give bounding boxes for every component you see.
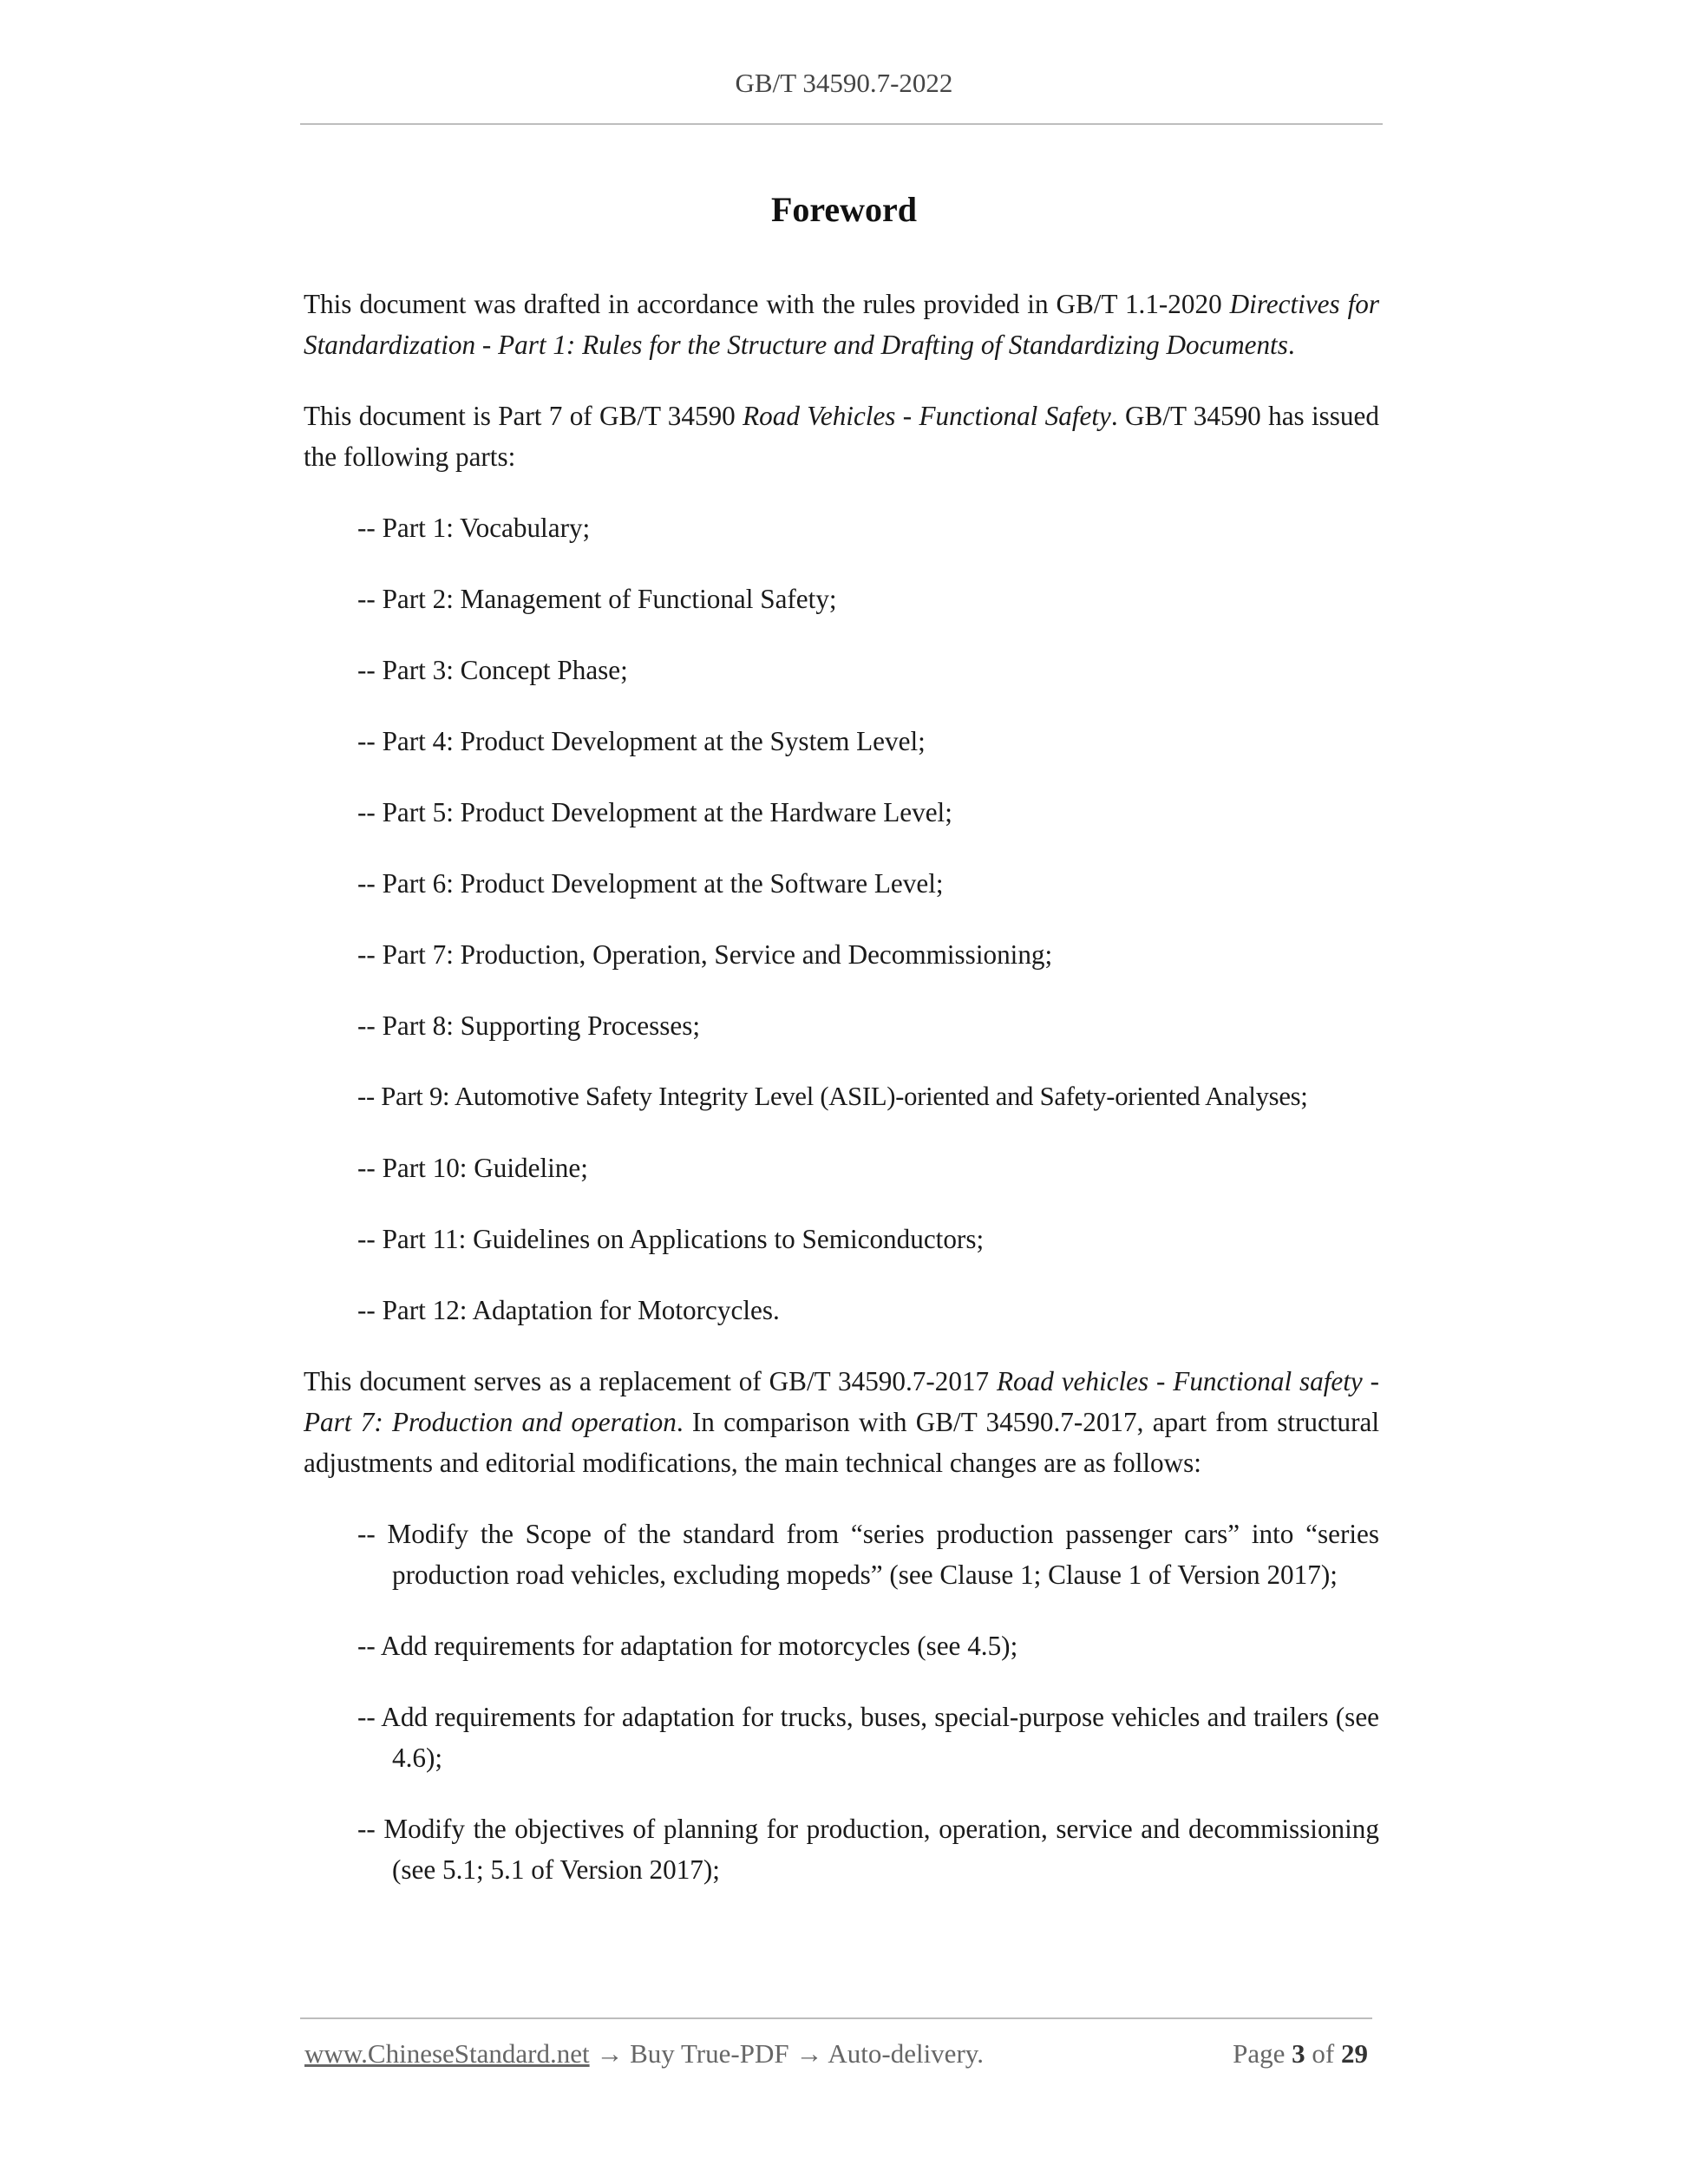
paragraph-text: . In comparison with GB/T 34590.7-2017, apart from structural adjustments and editorial modifications, the main technical changes are as follows: [304, 1407, 1380, 1478]
list-item: -- Part 3: Concept Phase; [357, 655, 628, 685]
technical-changes-list [304, 1514, 1379, 1890]
document-code-header: GB/T 34590.7-2022 [735, 68, 953, 98]
paragraph-text: . GB/T 34590 has issued the following parts: [304, 401, 1379, 472]
cited-title: Road vehicles - Functional safety - Part 7: Production and operation [304, 1366, 1379, 1437]
paragraph-drafting-rules [304, 284, 1379, 365]
list-item: -- Part 2: Management of Functional Safety; [357, 584, 837, 614]
of-label: of [1305, 2038, 1341, 2069]
page-number [1233, 2038, 1368, 2070]
list-item: -- Part 7: Production, Operation, Service and Decommissioning; [357, 939, 1053, 970]
paragraph-parts-intro [304, 396, 1379, 477]
paragraph-replacement [304, 1361, 1379, 1483]
list-item: -- Add requirements for adaptation for trucks, buses, special-purpose vehicles and trailers (see 4.6); [357, 1702, 1379, 1773]
list-item: -- Part 4: Product Development at the System Level; [357, 726, 926, 756]
list-item: -- Part 11: Guidelines on Applications to Semiconductors; [357, 1224, 985, 1254]
list-item: -- Part 8: Supporting Processes; [357, 1010, 701, 1041]
list-item: -- Modify the objectives of planning for production, operation, service and decommissioning (see 5.1; 5.1 of Version 2017); [357, 1814, 1379, 1885]
list-item: -- Modify the Scope of the standard from “series production passenger cars” into “series production road vehicles, excluding mopeds” (see Clause 1; Clause 1 of Version 2017); [357, 1519, 1379, 1590]
cited-title: Road Vehicles - Functional Safety [743, 401, 1111, 431]
cited-title: Directives for Standardization - Part 1: Rules for the Structure and Drafting of Standardizing Documents [304, 289, 1379, 360]
list-item: -- Part 6: Product Development at the Software Level; [357, 868, 944, 899]
list-item: -- Add requirements for adaptation for motorcycles (see 4.5); [357, 1631, 1018, 1661]
list-item: -- Part 12: Adaptation for Motorcycles. [357, 1295, 780, 1325]
parts-list [304, 507, 1379, 1331]
footer-promo [304, 2038, 984, 2070]
list-item: -- Part 5: Product Development at the Hardware Level; [357, 797, 952, 827]
paragraph-text: This document was drafted in accordance with the rules provided in GB/T 1.1-2020 [304, 289, 1230, 319]
paragraph-text: This document is Part 7 of GB/T 34590 [304, 401, 743, 431]
total-pages: 29 [1341, 2038, 1368, 2069]
paragraph-text: . [1287, 330, 1295, 360]
page-title: Foreword [770, 190, 918, 229]
list-item: -- Part 1: Vocabulary; [357, 513, 591, 543]
website-link[interactable]: www.ChineseStandard.net [304, 2038, 590, 2069]
document-body [304, 284, 1379, 1920]
list-item: -- Part 9: Automotive Safety Integrity Level (ASIL)-oriented and Safety-oriented Analyses; [357, 1082, 1308, 1111]
header-divider [300, 123, 1383, 125]
footer-divider [300, 2017, 1372, 2019]
paragraph-text: This document serves as a replacement of GB/T 34590.7-2017 [304, 1366, 997, 1396]
list-item: -- Part 10: Guideline; [357, 1153, 588, 1183]
current-page: 3 [1292, 2038, 1305, 2069]
promo-text: → Buy True-PDF → Auto-delivery. [589, 2038, 984, 2069]
page-label: Page [1233, 2038, 1292, 2069]
